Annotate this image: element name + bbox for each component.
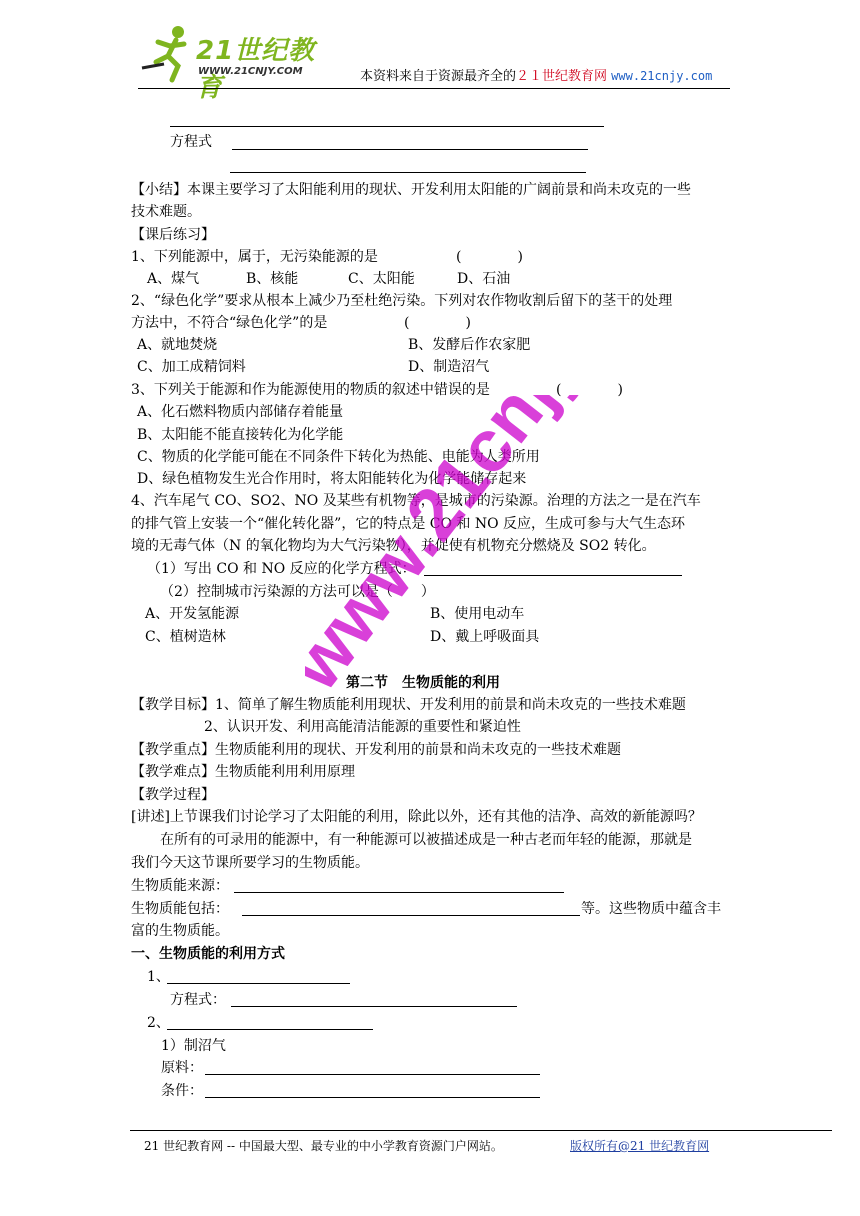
list-item: 2、 <box>147 1015 170 1031</box>
teaching-key: 【教学重点】生物质能利用的现状、开发利用的前景和尚未攻克的一些技术难题 <box>131 742 621 758</box>
option: C、植树造林 <box>145 629 226 645</box>
answer-blank <box>170 126 604 127</box>
header-site-name[interactable]: ２１世纪教育网 <box>516 69 608 84</box>
question-2: 2、“绿色化学”要求从根本上减少乃至杜绝污染。下列对农作物收割后留下的茎干的处理 <box>131 293 673 309</box>
option: B、核能 <box>246 271 299 287</box>
answer-bracket: ( ) <box>456 249 523 265</box>
answer-blank <box>230 172 586 173</box>
list-item: 1、 <box>147 969 170 985</box>
question-3: 3、下列关于能源和作为能源使用的物质的叙述中错误的是 <box>131 382 490 398</box>
question-4-cont: 境的无毒气体（N 的氧化物均为大气污染物），并促使有机物充分燃烧及 SO2 转化。 <box>131 538 656 554</box>
option: B、发酵后作农家肥 <box>408 337 531 353</box>
option: A、就地焚烧 <box>137 337 218 353</box>
summary-line: 技术难题。 <box>131 204 201 220</box>
question-4-cont: 的排气管上安装一个“催化转化器”，它的特点是 CO 和 NO 反应，生成可参与大气生态环 <box>131 516 686 532</box>
header-site-url[interactable]: www.21cnjy.com <box>611 69 713 83</box>
subheading: 一、生物质能的利用方式 <box>131 946 285 962</box>
paragraph: 在所有的可录用的能源中，有一种能源可以被描述成是一种古老而年轻的能源，那就是 <box>160 832 692 848</box>
paragraph: 我们今天这节课所要学习的生物质能。 <box>131 855 369 871</box>
lecture: [讲述]上节课我们讨论学习了太阳能的利用，除此以外，还有其他的洁净、高效的新能源吗？ <box>131 809 702 825</box>
equation-row: 方程式 <box>170 134 212 150</box>
question-4: 4、汽车尾气 CO、SO2、NO 及某些有机物等，是城市的污染源。治理的方法之一是在汽车 <box>131 493 701 509</box>
answer-blank <box>167 983 350 984</box>
answer-bracket: ( ) <box>404 315 471 331</box>
answer-blank <box>234 892 564 893</box>
exercise-title: 【课后练习】 <box>131 227 215 243</box>
source-label: 生物质能来源： <box>131 878 229 894</box>
option: D、石油 <box>457 271 511 287</box>
teaching-difficulty: 【教学难点】生物质能利用利用原理 <box>131 764 355 780</box>
answer-blank <box>424 575 682 576</box>
teaching-goal: 2、认识开发、利用高能清洁能源的重要性和紧迫性 <box>204 719 521 735</box>
sub-item: 1）制沼气 <box>161 1038 226 1054</box>
answer-blank <box>167 1029 373 1030</box>
teaching-goal: 【教学目标】1、简单了解生物质能利用现状、开发利用的前景和尚未攻克的一些技术难题 <box>131 697 686 713</box>
sub-question: （1）写出 CO 和 NO 反应的化学方程式： <box>147 561 416 577</box>
option: D、戴上呼吸面具 <box>430 629 540 645</box>
header-rule <box>138 88 730 89</box>
footer-copyright[interactable]: 版权所有@21 世纪教育网 <box>570 1139 710 1153</box>
question-2-cont: 方法中，不符合“绿色化学”的是 <box>131 315 328 331</box>
option: A、化石燃料物质内部储存着能量 <box>137 404 344 420</box>
option: C、加工成精饲料 <box>137 359 246 375</box>
option: D、制造沼气 <box>408 359 490 375</box>
condition-label: 条件： <box>161 1083 203 1099</box>
option: B、使用电动车 <box>430 606 525 622</box>
watermark-text: www.21cnjy.com <box>305 395 605 705</box>
option: B、太阳能不能直接转化为化学能 <box>137 427 344 443</box>
equation-label: 方程式： <box>170 992 226 1008</box>
footer-rule <box>130 1130 832 1131</box>
teaching-process: 【教学过程】 <box>131 787 215 803</box>
raw-label: 原料： <box>161 1060 203 1076</box>
answer-blank <box>242 915 580 916</box>
answer-blank <box>232 149 588 150</box>
option: D、绿色植物发生光合作用时，将太阳能转化为化学能储存起来 <box>137 471 527 487</box>
include-tail: 富的生物质能。 <box>131 923 229 939</box>
include-label: 生物质能包括： <box>131 901 229 917</box>
include-tail: 等。这些物质中蕴含丰 <box>581 901 721 917</box>
header-notice: 本资料来自于资源最齐全的２１世纪教育网 www.21cnjy.com <box>360 69 713 84</box>
summary-line: 【小结】本课主要学习了太阳能利用的现状、开发利用太阳能的广阔前景和尚未攻克的一些 <box>131 182 691 198</box>
logo-title: 21世纪教育 <box>196 36 316 103</box>
answer-blank <box>231 1006 517 1007</box>
footer-left: 21 世纪教育网 -- 中国最大型、最专业的中小学教育资源门户网站。 <box>144 1139 503 1153</box>
answer-blank <box>205 1097 540 1098</box>
option: C、太阳能 <box>348 271 415 287</box>
section-title: 第二节 生物质能的利用 <box>346 675 500 691</box>
option: A、开发氢能源 <box>145 606 240 622</box>
option: A、煤气 <box>147 271 200 287</box>
answer-bracket: ( ) <box>556 382 623 398</box>
sub-question: （2）控制城市污染源的方法可以是（ ） <box>160 584 435 600</box>
answer-blank <box>205 1074 540 1075</box>
logo-url: WWW.21CNJY.COM <box>198 66 303 77</box>
question-1: 1、下列能源中，属于，无污染能源的是 <box>131 249 378 265</box>
logo-runner-icon <box>138 22 198 84</box>
option: C、物质的化学能可能在不同条件下转化为热能、电能为人类所用 <box>137 449 540 465</box>
logo <box>138 20 338 103</box>
